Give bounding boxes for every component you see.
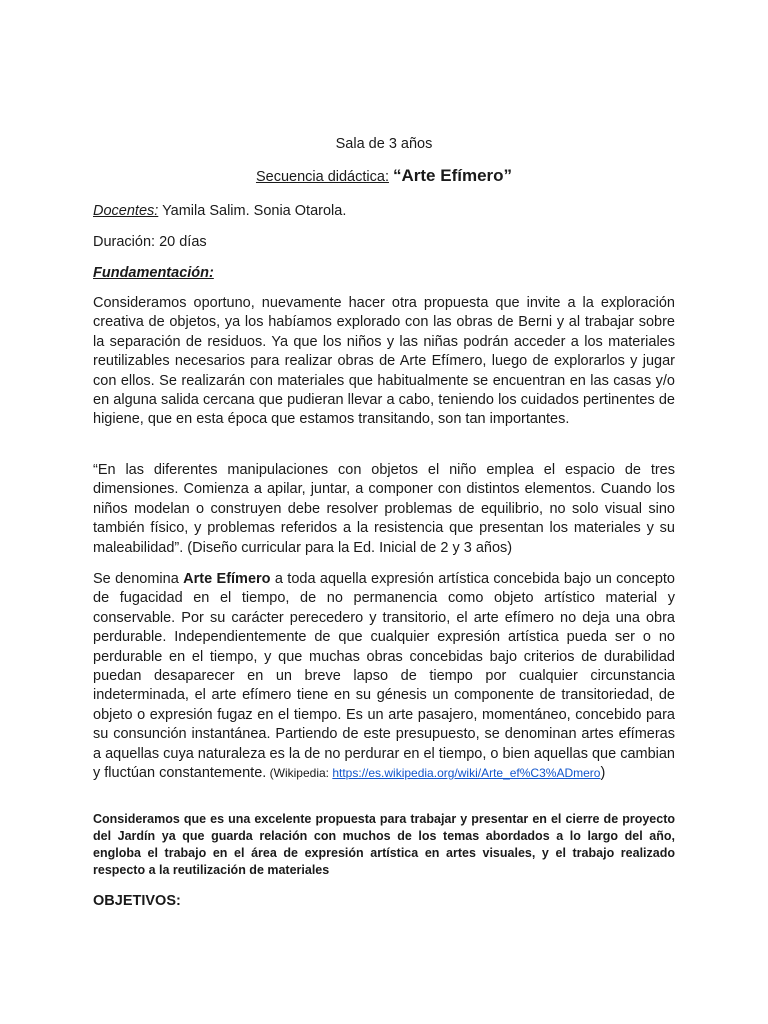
duracion-line: Duración: 20 días [93,234,207,250]
subtitle-label: Secuencia didáctica: [255,169,389,185]
objetivos-heading: OBJETIVOS: [93,893,181,909]
paragraph-arte-efimero [93,570,675,783]
paragraph3-lead: Se denomina [93,571,184,587]
fundamentacion-heading: Fundamentación: [93,265,214,281]
paragraph3-body: a toda aquella expresión artística concebida bajo un concepto de fugacidad en el tiempo, de no permanencia como objeto artístico material y conservable. Por su carácter perecedero y transitorio, el arte efímero no deja una obra perdurable. Independientemente de que cualquier expresión artística pueda ser o no perdurable en el tiempo, y que muchas obras concebidas bajo criterios de durabilidad puedan desaparecer en un breve lapso de tiempo por cualquier circunstancia indeterminada, el arte efímero tiene en su génesis un componente de transitoriedad, de objeto o expresión fugaz en el tiempo. Es un arte pasajero, momentáneo, concebido para su consunción instantánea. Partiendo de este presupuesto, se denominan artes efímeras a aquellas cuya naturaleza es la de no perdurar en el tiempo, o bien aquellas que cambian y fluctúan constantemente. [93,571,675,782]
paragraph-quote: “En las diferentes manipulaciones con objetos el niño emplea el espacio de tres dimensiones. Comienza a apilar, juntar, a componer con distintos elementos. Cuando los niños modelan o construyen debe resolver problemas de equilibrio, no solo visual sino también físico, y problemas referidos a la resistencia que presentan los materiales y su maleabilidad”. (Diseño curricular para la Ed. Inicial de 2 y 3 años) [93,462,675,556]
docentes-label: Docentes: [93,203,159,219]
subtitle-name: “Arte Efímero” [393,166,513,185]
paragraph3-cite-open: (Wikipedia: [266,766,333,781]
paragraph3-bold-term: Arte Efímero [183,571,271,587]
docentes-line [93,202,346,222]
wikipedia-link[interactable]: https://es.wikipedia.org/wiki/Arte_ef%C3%ADmero [332,766,601,781]
paragraph-propuesta: Consideramos que es una excelente propuesta para trabajar y presentar en el cierre de proyecto del Jardín ya que guarda relación con muchos de los temas abordados a lo largo del año, engloba el trabajo en el área de expresión artística en artes visuales, y el trabajo realizado respecto a la reutilización de materiales [93,812,675,877]
docentes-value: Yamila Salim. Sonia Otarola. [158,203,347,219]
document-title: Sala de 3 años [335,136,433,152]
paragraph-fundamentacion: Consideramos oportuno, nuevamente hacer otra propuesta que invite a la exploración creativa de objetos, ya los habíamos explorado con las obras de Berni y al trabajar sobre la separación de residuos. Ya que los niños y las niñas podrán acceder a los materiales reutilizables necesarios para realizar obras de Arte Efímero, luego de explorarlos y jugar con ellos. Se realizarán con materiales que habitualmente se encuentran en las casas y/o en alguna salida cercana que pudieran llevar a cabo, teniendo los cuidados pertinentes de higiene, que en esta época que estamos transitando, son tan importantes. [93,295,675,428]
paragraph3-cite-close: ) [600,765,606,782]
document-subtitle [93,166,675,186]
